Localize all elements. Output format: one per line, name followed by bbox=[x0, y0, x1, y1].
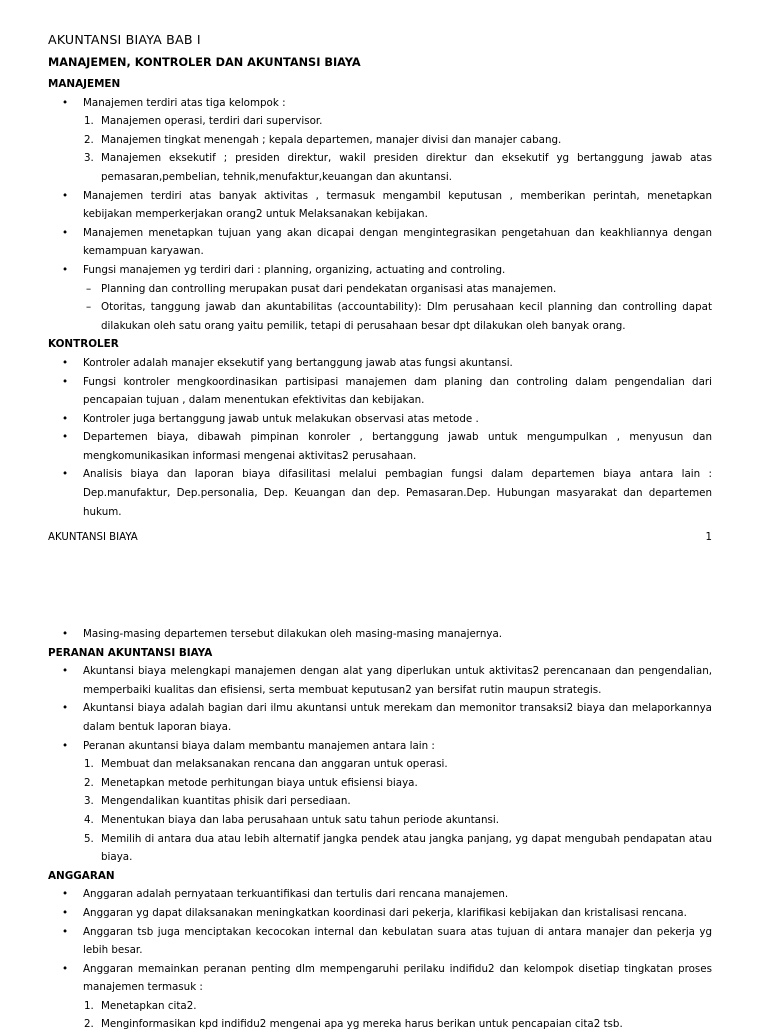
item-text: Fungsi kontroler mengkoordinasikan partisipasi manajemen dam planing dan controling dalam pengendalian dari pencapaian tujuan , dalam menentukan efektivitas dan kebijakan. bbox=[83, 375, 712, 407]
item-number: 4. bbox=[84, 813, 94, 826]
section-heading: MANAJEMEN bbox=[48, 78, 121, 90]
item-text: Manajemen tingkat menengah ; kepala departemen, manajer divisi dan manajer cabang. bbox=[101, 133, 562, 146]
section-heading: KONTROLER bbox=[48, 338, 119, 351]
item-list bbox=[48, 625, 712, 644]
item-text: Fungsi manajemen yg terdiri dari : planning, organizing, actuating and controling. bbox=[83, 263, 506, 276]
bullet-item bbox=[48, 960, 712, 997]
item-text: Menetapkan metode perhitungan biaya untuk efisiensi biaya. bbox=[101, 776, 418, 789]
item-text: Anggaran memainkan peranan penting dlm mempengaruhi perilaku indifidu2 dan kelompok disetiap tingkatan proses manajemen termasuk : bbox=[83, 962, 712, 994]
item-text: Planning dan controlling merupakan pusat dari pendekatan organisasi atas manajemen. bbox=[101, 282, 557, 295]
item-text: Akuntansi biaya adalah bagian dari ilmu akuntansi untuk merekam dan memonitor transaksi2 biaya dan melaporkannya dalam bentuk laporan biaya. bbox=[83, 702, 712, 733]
document-title: AKUNTANSI BIAYA BAB I bbox=[48, 32, 201, 47]
item-list bbox=[48, 662, 712, 867]
item-text: Menetapkan cita2. bbox=[101, 999, 197, 1012]
item-text: Masing-masing departemen tersebut dilakukan oleh masing-masing manajernya. bbox=[83, 628, 503, 640]
page-1-body bbox=[48, 75, 712, 521]
bullet-item bbox=[48, 410, 712, 429]
bullet-item bbox=[48, 187, 712, 224]
document-page-2 bbox=[0, 560, 768, 1031]
item-number: 2. bbox=[84, 776, 94, 789]
item-number: 2. bbox=[84, 1018, 94, 1031]
page-1-header bbox=[48, 32, 712, 47]
item-text: Anggaran tsb juga menciptakan kecocokan internal dan kebulatan suara atas tujuan di antara manajer dan pekerja yg lebih besar. bbox=[83, 925, 712, 957]
item-text: Manajemen eksekutif ; presiden direktur, wakil presiden direktur dan eksekutif yg bertanggung jawab atas pemasaran,pembelian, tehnik,menufaktur,keuangan dan akuntansi. bbox=[101, 152, 712, 183]
item-text: Manajemen terdiri atas banyak aktivitas , termasuk mengambil keputusan , memberikan perintah, menetapkan kebijakan memperkerjakan orang2 untuk Melaksanakan kebijakan. bbox=[83, 189, 712, 221]
item-text: Departemen biaya, dibawah pimpinan konroler , bertanggung jawab untuk mengumpulkan , menyusun dan mengkomunikasikan informasi mengenai aktivitas2 perusahaan. bbox=[83, 431, 712, 462]
bullet-item bbox=[48, 885, 712, 904]
bullet-item bbox=[48, 662, 712, 699]
numbered-item bbox=[48, 830, 712, 867]
page-footer bbox=[48, 532, 712, 543]
bullet-item bbox=[48, 923, 712, 960]
item-text: Memilih di antara dua atau lebih alternatif jangka pendek atau jangka panjang, yg dapat mengubah pendapatan atau biaya. bbox=[101, 832, 712, 864]
bullet-item bbox=[48, 224, 712, 261]
item-number: 5. bbox=[84, 832, 94, 845]
item-number: 1. bbox=[84, 758, 94, 771]
item-text: Peranan akuntansi biaya dalam membantu manajemen antara lain : bbox=[83, 739, 435, 752]
item-text: Anggaran adalah pernyataan terkuantifikasi dan tertulis dari rencana manajemen. bbox=[83, 888, 509, 901]
bullet-item bbox=[48, 699, 712, 736]
item-text: Akuntansi biaya melengkapi manajemen dengan alat yang diperlukan untuk aktivitas2 perencanaan dan pengendalian, memperbaiki kualitas dan efisiensi, serta membuat keputusan2 yan bersifat rutin maupun strategis. bbox=[83, 665, 712, 696]
dash-item bbox=[48, 280, 712, 299]
item-list bbox=[48, 885, 712, 1034]
numbered-item bbox=[48, 1015, 712, 1034]
numbered-item bbox=[48, 811, 712, 830]
bullet-item bbox=[48, 373, 712, 410]
numbered-item bbox=[48, 792, 712, 811]
bullet-item bbox=[48, 94, 712, 113]
page-1-subtitle-block bbox=[48, 56, 712, 69]
item-number: 3. bbox=[84, 795, 94, 808]
item-number: 1. bbox=[84, 999, 94, 1012]
numbered-item bbox=[48, 774, 712, 793]
numbered-item bbox=[48, 149, 712, 186]
numbered-item bbox=[48, 112, 712, 131]
item-text: Menginformasikan kpd indifidu2 mengenai apa yg mereka harus berikan untuk pencapaian cita2 tsb. bbox=[101, 1018, 623, 1031]
item-list bbox=[48, 354, 712, 521]
document-subtitle: MANAJEMEN, KONTROLER DAN AKUNTANSI BIAYA bbox=[48, 56, 361, 69]
bullet-item bbox=[48, 354, 712, 373]
item-text: Manajemen operasi, terdiri dari supervisor. bbox=[101, 115, 323, 128]
bullet-item bbox=[48, 904, 712, 923]
item-text: Membuat dan melaksanakan rencana dan anggaran untuk operasi. bbox=[101, 758, 448, 771]
item-text: Menentukan biaya dan laba perusahaan untuk satu tahun periode akuntansi. bbox=[101, 813, 499, 826]
bullet-item bbox=[48, 428, 712, 465]
footer-title: AKUNTANSI BIAYA bbox=[48, 532, 138, 543]
item-number: 3. bbox=[84, 152, 94, 165]
numbered-item bbox=[48, 131, 712, 150]
bullet-item bbox=[48, 737, 712, 756]
item-text: Mengendalikan kuantitas phisik dari persediaan. bbox=[101, 795, 351, 808]
bullet-item bbox=[48, 261, 712, 280]
item-text: Kontroler adalah manajer eksekutif yang bertanggung jawab atas fungsi akuntansi. bbox=[83, 356, 513, 369]
item-text: Kontroler juga bertanggung jawab untuk melakukan observasi atas metode . bbox=[83, 412, 479, 425]
item-text: Otoritas, tanggung jawab dan akuntabilitas (accountability): Dlm perusahaan kecil planning dan controlling dapat dilakukan oleh satu orang yaitu pemilik, tetapi di perusahaan besar dpt dilakukan oleh banyak orang. bbox=[101, 301, 712, 332]
item-text: Anggaran yg dapat dilaksanakan meningkatkan koordinasi dari pekerja, klarifikasi kebijakan dan kristalisasi rencana. bbox=[83, 906, 687, 919]
item-number: 1. bbox=[84, 115, 94, 128]
numbered-item bbox=[48, 997, 712, 1016]
page-2-body bbox=[48, 625, 712, 1034]
item-text: Analisis biaya dan laporan biaya difasilitasi melalui pembagian fungsi dalam departemen biaya antara lain : Dep.manufaktur, Dep.personalia, Dep. Keuangan dan dep. Pemasaran.Dep. Hubungan masyarakat dan departemen hukum. bbox=[83, 468, 712, 518]
bullet-item bbox=[48, 625, 712, 644]
dash-item bbox=[48, 298, 712, 335]
item-number: 2. bbox=[84, 133, 94, 146]
item-text: Manajemen terdiri atas tiga kelompok : bbox=[83, 96, 286, 109]
section-heading: PERANAN AKUNTANSI BIAYA bbox=[48, 646, 213, 659]
item-text: Manajemen menetapkan tujuan yang akan dicapai dengan mengintegrasikan pengetahuan dan keakhliannya dengan kemampuan karyawan. bbox=[83, 226, 712, 258]
section-heading: ANGGARAN bbox=[48, 869, 115, 882]
page-number: 1 bbox=[705, 532, 712, 543]
bullet-item bbox=[48, 465, 712, 521]
numbered-item bbox=[48, 755, 712, 774]
item-list bbox=[48, 94, 712, 336]
